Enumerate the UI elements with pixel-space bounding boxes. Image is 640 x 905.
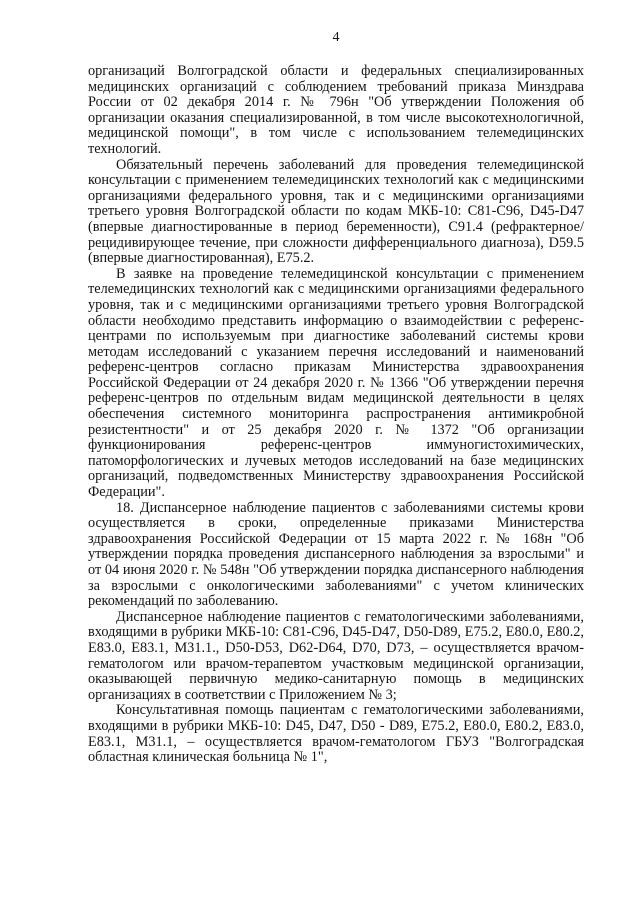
paragraph-dispensary: Диспансерное наблюдение пациентов с гематологическими заболеваниями, входящими в рубрики МКБ-10: С81-С96, D45-D47, D50-D89, E75.2, E80.0, E80.2, E83.0, E83.1, M31.1., D50-D53, D62-D64, D70, D73, – осуществляется врачом-гематологом или врачом-терапевтом участковым медицинской организации, оказывающей первичную медико-санитарную помощь в медицинских организациях в соответствии с Приложением № 3; xyxy=(88,608,584,703)
paragraph-item-18: 18. Диспансерное наблюдение пациентов с заболеваниями системы крови осуществляется в сроки, определенные приказами Министерства здравоохранения Российской Федерации от 15 марта 2022 г. № 168н "Об утверждении порядка проведения диспансерного наблюдения за взрослыми" и от 04 июня 2020 г. № 548н "Об утверждении порядка диспансерного наблюдения за взрослыми с онкологическими заболеваниями" с учетом клинических рекомендаций по заболеванию. xyxy=(88,499,584,610)
page-number: 4 xyxy=(332,30,340,45)
paragraph-continuation: организаций Волгоградской области и федеральных специализированных медицинских организаций с соблюдением требований приказа Минздрава России от 02 декабря 2014 г. № 796н "Об утверждении Положения об организации оказания специализированной, в том числе высокотехнологичной, медицинской помощи", в том числе с использованием телемедицинских технологий. xyxy=(88,63,584,157)
document-page xyxy=(88,30,584,766)
paragraph-mandatory-list: Обязательный перечень заболеваний для проведения телемедицинской консультации с применением телемедицинских технологий как с медицинскими организациями федерального уровня, так и с медицинскими организациями третьего уровня Волгоградской области по кодам МКБ-10: С81-С96, D45-D47 (впервые диагностированные в период беременности), C91.4 (рефрактерное/рецидивирующее течение, при сложности дифференциального диагноза), D59.5 (впервые диагностированная), E75.2. xyxy=(88,156,584,267)
paragraph-consultative: Консультативная помощь пациентам с гематологическими заболеваниями, входящими в рубрики МКБ-10: D45, D47, D50 - D89, E75.2, E80.0, E80.2, E83.0, E83.1, M31.1, – осуществляется врачом-гематологом ГБУЗ "Волгоградская областная клиническая больница № 1", xyxy=(88,702,584,766)
paragraph-application: В заявке на проведение телемедицинской консультации с применением телемедицинских технологий как с медицинскими организациями федерального уровня, так и с медицинскими организациями третьего уровня Волгоградской области необходимо представить информацию о взаимодействии с референс-центрами по используемым при диагностике заболеваний системы крови методам исследований с указанием перечня исследований и наименований референс-центров согласно приказам Министерства здравоохранения Российской Федерации от 24 декабря 2020 г. № 1366 "Об утверждении перечня референс-центров по отдельным видам медицинской деятельности в целях обеспечения системного мониторинга распространения антимикробной резистентности" и от 25 декабря 2020 г. № 1372 "Об организации функционирования референс-центров иммуногистохимических, патоморфологических и лучевых методов исследований на базе медицинских организаций, подведомственных Министерству здравоохранения Российской Федерации". xyxy=(88,265,584,501)
